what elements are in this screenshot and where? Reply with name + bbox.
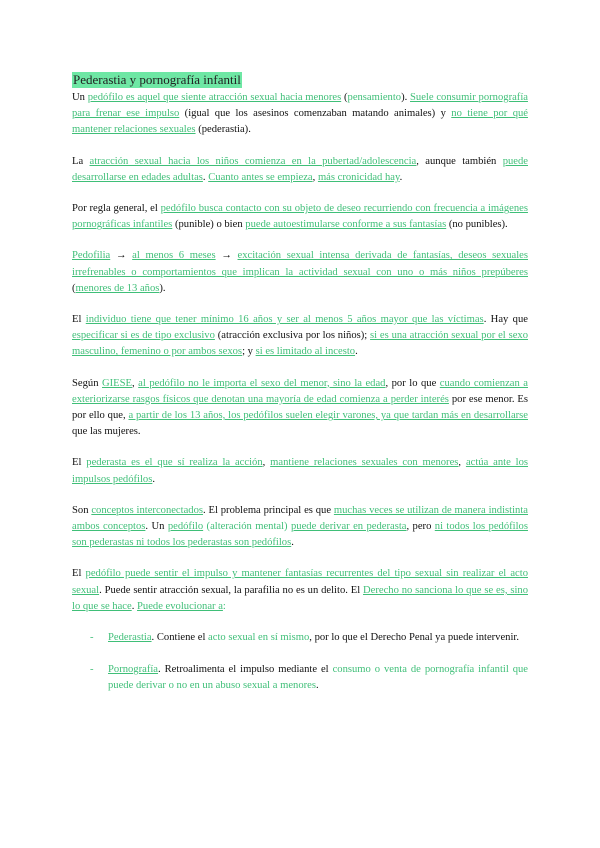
list-item [72,662,528,694]
text: . [291,537,294,549]
highlight: pedófilo es aquel que siente atracción sexual hacia menores [87,92,342,103]
highlight: si es una atracción sexual por el sexo masculino, femenino o por ambos sexos [72,330,528,358]
text: . Contiene el [151,632,209,644]
paragraph-pederasta [72,455,528,487]
highlight: pedófilo puede sentir el impulso y mantener fantasías recurrentes del tipo sexual sin realizar el acto sexual [72,568,528,596]
text: ; y [242,346,256,358]
text: , pero [406,521,435,533]
highlight: menores de 13 años [75,282,160,294]
paragraph-conceptos [72,503,528,552]
highlight: (alteración mental) [203,521,291,533]
text: Por regla general, el [72,203,161,215]
text: , [132,377,139,389]
text: (punible) o bien [172,219,246,231]
text: ( [72,282,76,294]
paragraph-atraccion [72,154,528,186]
highlight: Derecho no sanciona lo que se es, sino lo que se hace [72,584,528,612]
text: . [355,346,358,358]
text: ( [341,92,348,103]
highlight: Pedofilia [72,250,111,262]
highlight: Pederastia [108,632,152,644]
text: . Hay que [483,314,528,326]
highlight: ni todos los pedófilos son pederastas ni todos los pederastas son pedófilos [72,521,528,549]
text: . [131,600,138,612]
paragraph-impulso [72,566,528,615]
text: El [72,568,86,580]
highlight: Puede evolucionar a [137,600,223,612]
text: , aunque también [416,155,503,167]
highlight: a partir de los 13 años, los pedófilos suelen elegir varones, ya que tardan más en desarrollarse [128,410,529,422]
highlight: : [222,600,226,612]
highlight: especificar si es de tipo exclusivo [72,330,215,342]
text: Un [72,92,88,103]
text: El [72,457,87,469]
arrow: → [110,250,133,262]
text: Son [72,504,92,516]
highlight: GIESE [102,377,133,389]
highlight: puede desarrollarse en edades adultas [72,155,528,183]
arrow: → [215,250,238,262]
text: , por lo que el Derecho Penal ya puede intervenir. [309,632,520,644]
text: (atracción exclusiva por los niños); [214,330,371,342]
text: , por lo que [385,377,440,389]
text: . [202,171,209,183]
highlight: Suele consumir pornografía para frenar ese impulso [72,92,528,120]
paragraph-giese [72,376,528,441]
highlight: más cronicidad hay [317,171,400,183]
highlight: atracción sexual hacia los niños comienza en la pubertad/adolescencia [89,155,417,167]
paragraph-pedofilia [72,248,528,297]
text: ). [401,92,411,103]
highlight: excitación sexual intensa derivada de fantasías, deseos sexuales irrefrenables o comportamientos que implican la actividad sexual con uno o más niños prepúberes [72,250,529,278]
highlight: puede derivar en pederasta [291,521,407,533]
highlight: pederasta es el que sí realiza la acción [86,457,263,469]
text: El [72,314,86,326]
text: (igual que los asesinos comenzaban matando animales) y [179,108,452,120]
text: por ese menor. Es por ello que, [72,393,529,422]
highlight: muchas veces se utilizan de manera indistinta ambos conceptos [72,504,529,533]
title-highlight: Pederastia y pornografía infantil [73,72,241,87]
page-title [72,71,528,89]
highlight: pensamiento [347,92,402,103]
dash-bullet: - [90,632,94,644]
dash-bullet: - [90,664,94,676]
highlight: si es limitado al incesto [255,346,356,358]
highlight: al pedófilo no le importa el sexo del menor, sino la edad [138,377,386,389]
text: . El problema principal es que [203,504,334,516]
highlight: pedófilo busca contacto con su objeto de deseo recurriendo con frecuencia a imágenes pornográficas infantiles [72,203,528,231]
list-item [72,630,528,646]
highlight: individuo tiene que tener mínimo 16 años y ser al menos 5 años mayor que las víctimas [85,314,484,326]
text: , [458,457,466,469]
paragraph-individuo [72,312,528,361]
text: ). [159,282,166,294]
highlight: pedófilo [167,521,204,533]
text: La [72,155,90,167]
highlight: Pornografía [108,664,159,676]
text: (no punibles). [446,219,508,231]
highlight: conceptos interconectados [91,504,204,516]
text: . [152,473,155,485]
text: que las mujeres. [72,426,141,438]
text: . Un [145,521,168,533]
text: . Puede sentir atracción sexual, la parafilia no es un delito. El [99,584,364,596]
highlight: consumo o venta de pornografía infantil que puede derivar o no en un abuso sexual a menores [108,664,529,692]
text: Según [72,377,102,389]
highlight: acto sexual en sí mismo [208,632,310,644]
text: . [399,171,403,183]
text: . [315,680,319,692]
highlight: Cuanto antes se empieza [208,171,313,183]
highlight: cuando comienzan a exteriorizarse rasgos físicos que denotan una mayoría de edad comienza a perder interés [72,377,528,405]
text: . Retroalimenta el impulso mediante el [158,664,333,676]
highlight: mantiene relaciones sexuales con menores [270,457,459,469]
text: (pederastia). [195,124,251,136]
highlight: al menos 6 meses [132,250,216,262]
highlight: puede autoestimularse conforme a sus fantasías [245,219,447,231]
paragraph-pedofilo-definicion [72,90,528,139]
evolution-list [72,630,528,695]
paragraph-regla-general [72,201,528,233]
text: , [262,457,271,469]
text: , [312,171,318,183]
highlight: no tiene por qué mantener relaciones sexuales [72,108,528,136]
highlight: actúa ante los impulsos pedófilos [72,457,529,485]
